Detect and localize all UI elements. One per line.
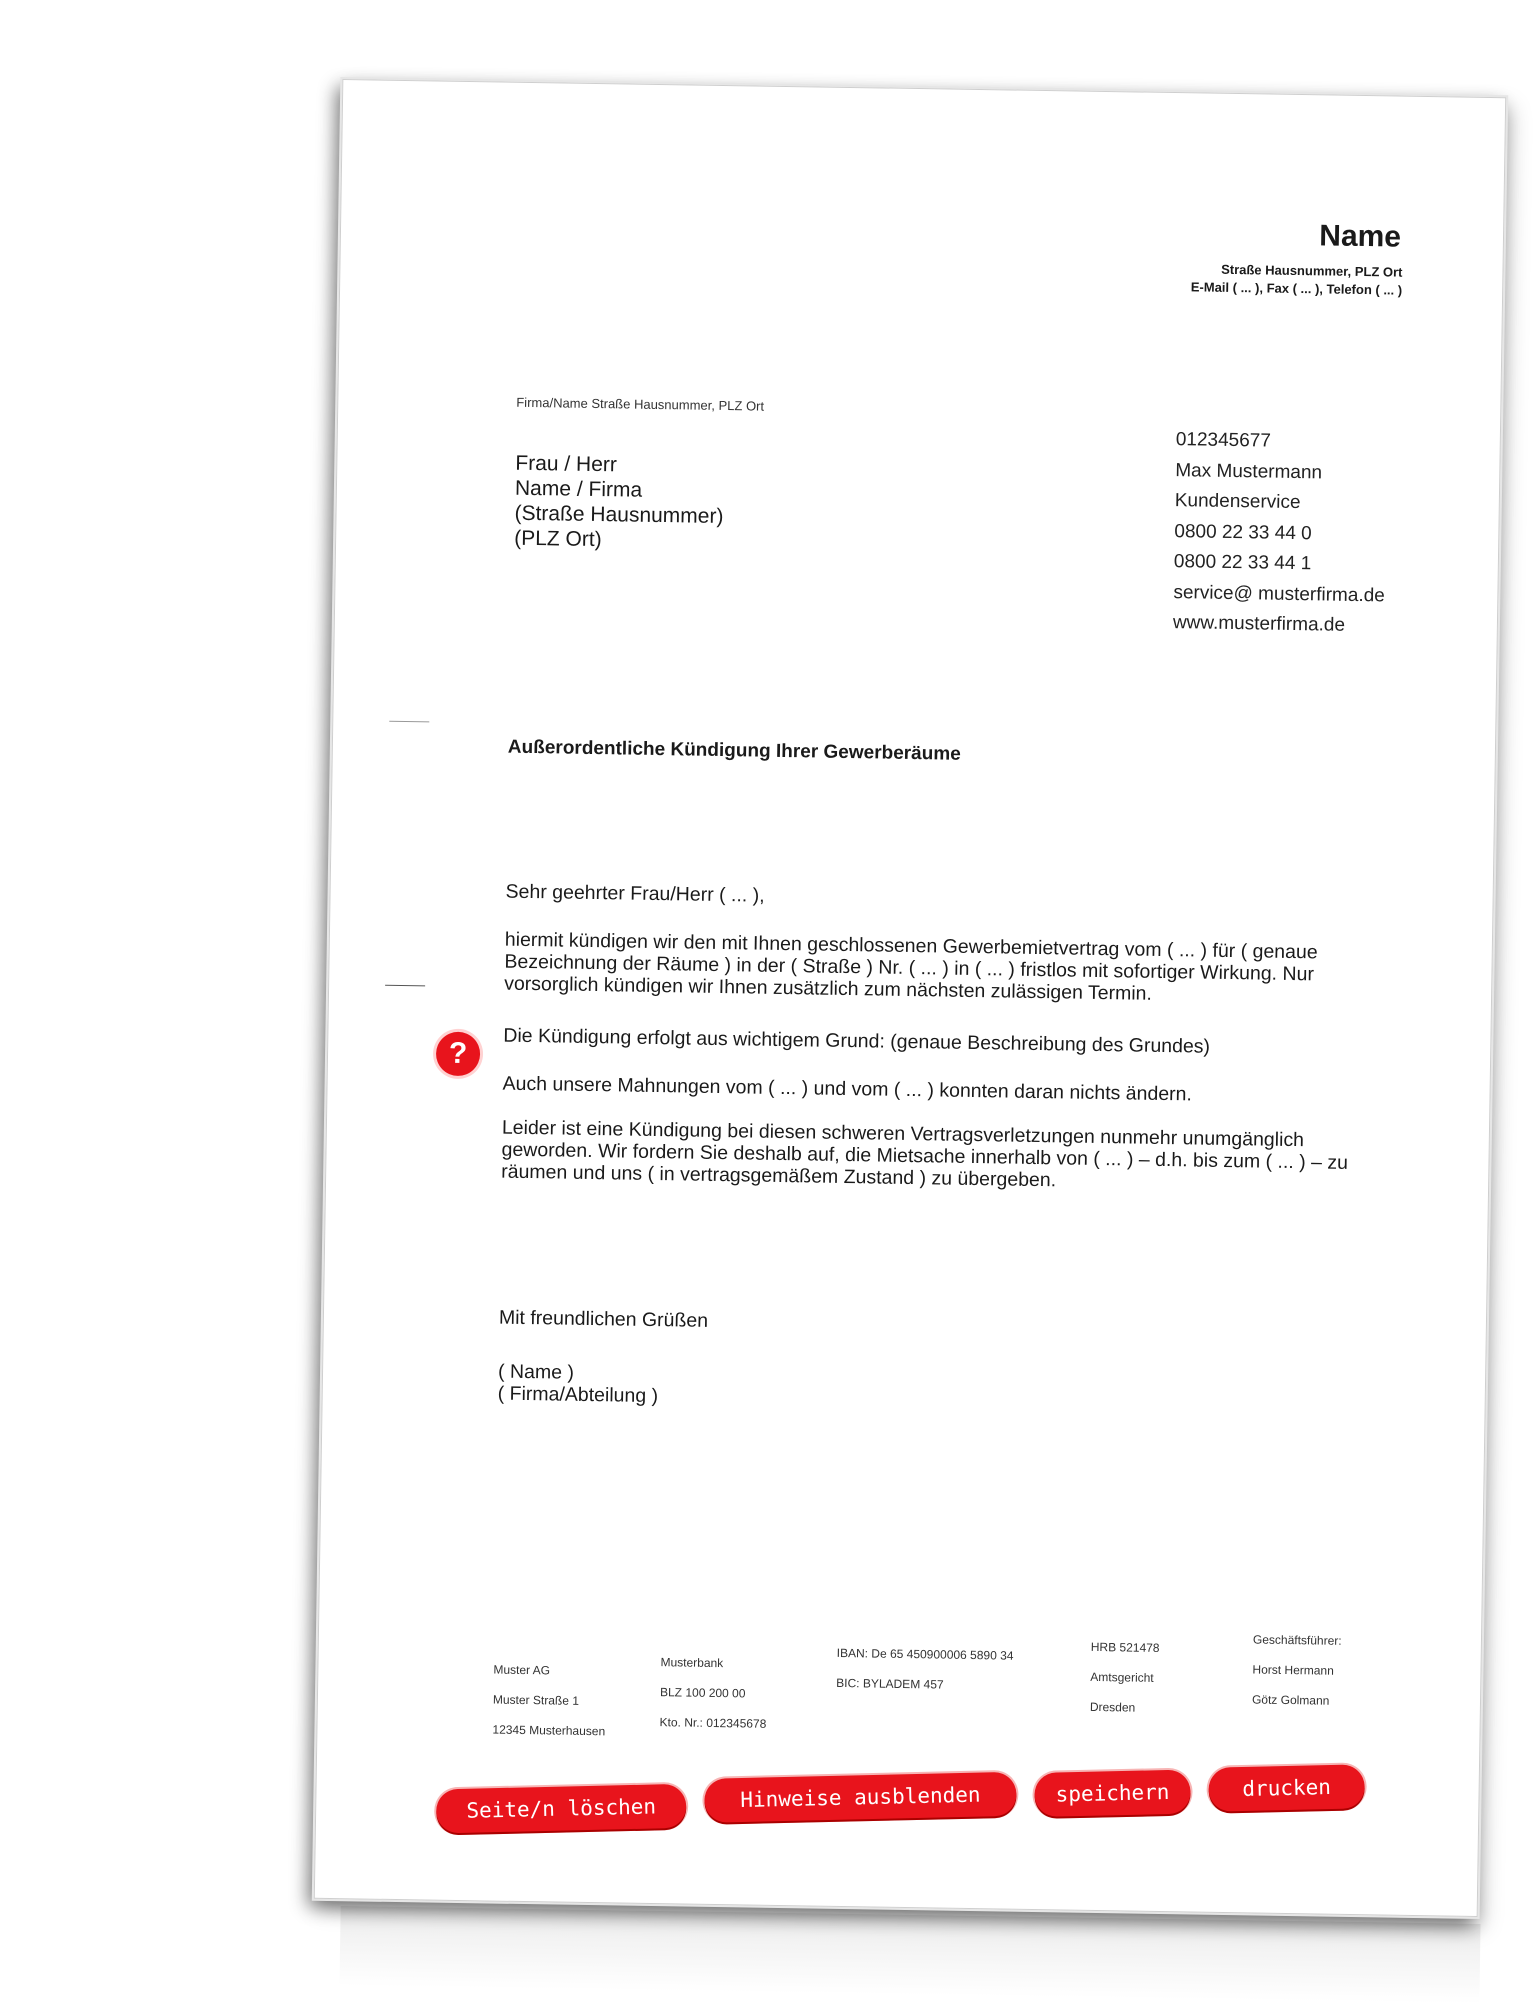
- action-bar: [436, 1767, 1357, 1831]
- page-reflection: [339, 1906, 1480, 2004]
- punch-mark: [385, 985, 425, 987]
- recipient-line: (Straße Hausnummer): [514, 501, 724, 529]
- recipient-line: Name / Firma: [514, 476, 643, 502]
- footer-line: Muster AG: [493, 1662, 551, 1678]
- save-button[interactable]: speichern: [1034, 1770, 1191, 1818]
- footer-bank: [659, 1647, 767, 1739]
- closing: Mit freundlichen Grüßen: [498, 1306, 709, 1332]
- contact-email: service@ musterfirma.de: [1173, 581, 1386, 606]
- help-icon[interactable]: ?: [436, 1032, 481, 1077]
- footer-line: Geschäftsführer:: [1252, 1632, 1342, 1648]
- fold-mark: [389, 721, 429, 723]
- sender-contact-line: E-Mail ( ... ), Fax ( ... ), Telefon ( ... ): [1190, 279, 1403, 298]
- hide-hints-button[interactable]: Hinweise ausblenden: [704, 1772, 1017, 1823]
- paragraph-termination: hiermit kündigen wir den mit Ihnen geschlossenen Gewerbemietvertrag vom ( ... ) für ( genaue Bezeichnung der Räume ) in der ( Straße ) Nr. ( ... ) in ( ... ) fristlos mit sofortiger Wirkung. Nur vorsorglich kündigen wir Ihnen zusätzlich zum nächsten zulässigen Termin.: [504, 928, 1318, 1005]
- print-button[interactable]: drucken: [1208, 1764, 1365, 1812]
- footer-line: IBAN: De 65 450900006 5890 34: [836, 1645, 1014, 1663]
- signature-department: ( Firma/Abteilung ): [497, 1382, 659, 1408]
- recipient-address: [514, 451, 724, 554]
- footer-line: Muster Straße 1: [492, 1692, 580, 1708]
- paragraph-demand: Leider ist eine Kündigung bei diesen schweren Vertragsverletzungen nunmehr unumgänglich geworden. Wir fordern Sie deshalb auf, die Mietsache innerhalb von ( ... ) – d.h. bis zum ( ... ) – zu räumen und uns ( in vertragsgemäßem Zustand ) zu übergeben.: [501, 1116, 1349, 1192]
- contact-block: [1173, 425, 1388, 642]
- footer-line: Horst Hermann: [1252, 1662, 1334, 1678]
- footer-iban: [836, 1638, 1014, 1701]
- letter-subject: Außerordentliche Kündigung Ihrer Gewerberäume: [507, 736, 961, 765]
- signature-block: [498, 1361, 1349, 1418]
- salutation: Sehr geehrter Frau/Herr ( ... ),: [505, 880, 765, 907]
- contact-person: Max Mustermann: [1175, 459, 1323, 483]
- footer-line: Kto. Nr.: 012345678: [659, 1715, 767, 1731]
- recipient-line: (PLZ Ort): [513, 526, 602, 552]
- return-address: Firma/Name Straße Hausnummer, PLZ Ort: [516, 394, 765, 414]
- footer-line: Götz Golmann: [1251, 1692, 1330, 1708]
- contact-phone: 0800 22 33 44 0: [1174, 520, 1312, 544]
- signature-name: ( Name ): [497, 1360, 575, 1384]
- footer-line: BLZ 100 200 00: [659, 1685, 746, 1701]
- footer-line: HRB 521478: [1090, 1639, 1160, 1655]
- footer-line: Dresden: [1089, 1699, 1136, 1715]
- delete-pages-button[interactable]: Seite/n löschen: [436, 1784, 687, 1834]
- footer-line: 12345 Musterhausen: [492, 1722, 606, 1739]
- paragraph-reason: Die Kündigung erfolgt aus wichtigem Grund: (genaue Beschreibung des Grundes): [503, 1024, 1211, 1058]
- footer-line: BIC: BYLADEM 457: [836, 1675, 944, 1692]
- contact-website: www.musterfirma.de: [1172, 612, 1346, 636]
- letter-page: [314, 79, 1506, 1917]
- recipient-line: Frau / Herr: [515, 451, 618, 477]
- footer-line: Musterbank: [660, 1655, 724, 1671]
- footer-management: [1252, 1624, 1342, 1715]
- footer-company: [492, 1655, 606, 1747]
- contact-department: Kundenservice: [1174, 490, 1301, 514]
- footer-line: Amtsgericht: [1090, 1669, 1154, 1685]
- contact-reference: 012345677: [1175, 429, 1272, 452]
- sender-address: Straße Hausnummer, PLZ Ort: [1221, 261, 1403, 280]
- sender-name: Name: [1319, 219, 1402, 254]
- paragraph-reminders: Auch unsere Mahnungen vom ( ... ) und vom ( ... ) konnten daran nichts ändern.: [502, 1072, 1193, 1106]
- footer-register: [1090, 1632, 1160, 1723]
- contact-fax: 0800 22 33 44 1: [1173, 551, 1312, 575]
